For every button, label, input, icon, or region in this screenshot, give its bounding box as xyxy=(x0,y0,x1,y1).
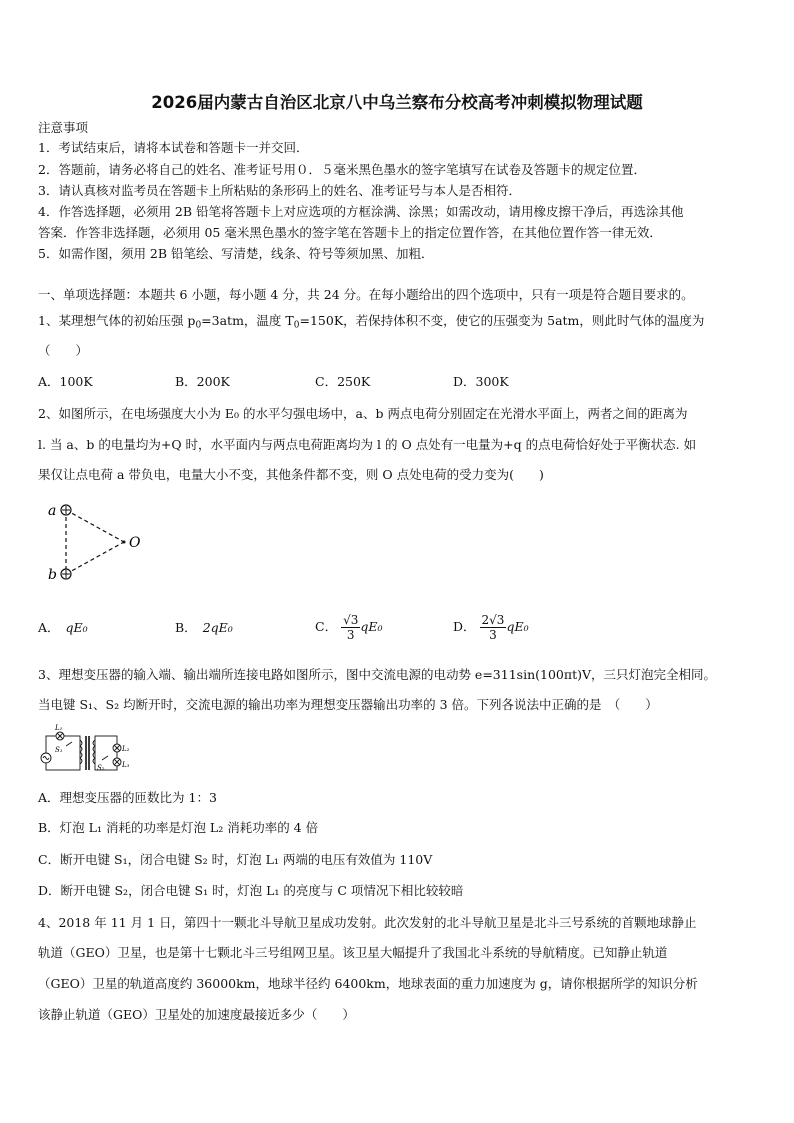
q1-text-a: 1、某理想气体的初始压强 p xyxy=(38,313,196,328)
q1-sub: 0 xyxy=(293,320,300,331)
notice-heading: 注意事项 xyxy=(38,120,89,135)
q3-option-c[interactable]: C．断开电键 S₁，闭合电键 S₂ 时，灯泡 L₁ 两端的电压有效值为 110V xyxy=(38,852,433,867)
question-2-line: 2、如图所示，在电场强度大小为 E₀ 的水平匀强电场中，a、b 两点电荷分别固定在光滑水平面上，两者之间的距离为 xyxy=(38,406,688,421)
label-b: b xyxy=(48,567,57,583)
q3-option-a[interactable]: A．理想变压器的匝数比为 1：3 xyxy=(38,790,217,805)
option-math: qE₀ xyxy=(65,620,88,635)
q2-option-b[interactable] xyxy=(175,618,233,638)
q1-text-b: =3atm，温度 T xyxy=(201,313,294,328)
question-3-line: 3、理想变压器的输入端、输出端所连接电路如图所示，图中交流电源的电动势 e=311sin(100πt)V，三只灯泡完全相同。 xyxy=(38,667,716,682)
label-o: O xyxy=(129,535,141,551)
question-4-line: （GEO）卫星的轨道高度约 36000km，地球半径约 6400km，地球表面的重力加速度为 g，请你根据所学的知识分析 xyxy=(38,976,698,991)
option-letter: A． xyxy=(38,620,60,635)
label-l3: L₃ xyxy=(122,761,130,769)
fraction-numerator: 2√3 xyxy=(481,613,505,627)
q2-option-c[interactable] xyxy=(315,608,382,646)
q3-option-b[interactable]: B．灯泡 L₁ 消耗的功率是灯泡 L₂ 消耗功率的 4 倍 xyxy=(38,820,319,835)
label-a: a xyxy=(48,503,57,519)
charge-triangle-diagram xyxy=(40,498,150,584)
q1-text-c: =150K，若保持体积不变，使它的压强变为 5atm，则此时气体的温度为 xyxy=(299,313,705,328)
question-1-paren: （ ） xyxy=(38,343,89,358)
option-letter: C． xyxy=(315,619,338,634)
label-s1: S₁ xyxy=(55,746,63,754)
notice-item: 5．如需作图，须用 2B 铅笔绘、写清楚，线条、符号等须加黑、加粗． xyxy=(38,246,434,261)
question-3-line: 当电键 S₁、S₂ 均断开时，交流电源的输出功率为理想变压器输出功率的 3 倍。下列各说法中正确的是 （ ） xyxy=(38,697,658,712)
label-l1: L₁ xyxy=(55,724,63,732)
question-4-line: 轨道（GEO）卫星，也是第十七颗北斗三号组网卫星。该卫星大幅提升了我国北斗系统的导航精度。已知静止轨道 xyxy=(38,945,668,960)
q2-option-a[interactable] xyxy=(38,618,88,638)
section-heading: 一、单项选择题：本题共 6 小题，每小题 4 分，共 24 分。在每小题给出的四个选项中，只有一项是符合题目要求的。 xyxy=(38,287,694,302)
q1-option-a[interactable]: A．100K xyxy=(38,374,93,389)
q1-sub: 0 xyxy=(195,320,202,331)
notice-item: 2．答题前，请务必将自己的姓名、准考证号用０．５毫米黑色墨水的签字笔填写在试卷及答题卡的规定位置． xyxy=(38,162,646,177)
label-s2: S₂ xyxy=(97,764,105,772)
fraction-numerator: √3 xyxy=(343,613,359,627)
option-math: qE₀ xyxy=(506,619,529,634)
question-1-text xyxy=(38,311,704,335)
q1-option-c[interactable]: C．250K xyxy=(315,374,371,389)
notice-item: 1．考试结束后，请将本试卷和答题卡一并交回． xyxy=(38,140,309,155)
question-4-line: 4、2018 年 11 月 1 日，第四十一颗北斗导航卫星成功发射。此次发射的北斗导航卫星是北斗三号系统的首颗地球静止 xyxy=(38,915,697,930)
option-math: qE₀ xyxy=(360,619,383,634)
question-4-line: 该静止轨道（GEO）卫星处的加速度最接近多少（ ） xyxy=(38,1007,355,1022)
fraction-denominator: 3 xyxy=(346,628,355,642)
fraction xyxy=(341,613,360,642)
q3-option-d[interactable]: D．断开电键 S₂，闭合电键 S₁ 时，灯泡 L₁ 的亮度与 C 项情况下相比较较暗 xyxy=(38,883,464,898)
question-2-line: 果仅让点电荷 a 带负电，电量大小不变，其他条件都不变，则 O 点处电荷的受力变为( ) xyxy=(38,467,544,482)
option-math: 2qE₀ xyxy=(202,620,233,635)
q1-option-b[interactable]: B．200K xyxy=(175,374,230,389)
option-letter: D． xyxy=(453,619,476,634)
option-letter: B． xyxy=(175,620,197,635)
page-title: 2026届内蒙古自治区北京八中乌兰察布分校高考冲刺模拟物理试题 xyxy=(151,93,643,112)
fraction xyxy=(480,613,507,642)
question-2-line: l. 当 a、b 的电量均为+Q 时，水平面内与两点电荷距离均为 l 的 O 点处有一电量为+q 的点电荷恰好处于平衡状态. 如 xyxy=(38,437,697,452)
q2-option-d[interactable] xyxy=(453,608,529,646)
notice-item: 答案．作答非选择题，必须用 05 毫米黑色墨水的签字笔在答题卡上的指定位置作答，在其他位置作答一律无效． xyxy=(38,225,662,240)
fraction-denominator: 3 xyxy=(489,628,497,642)
notice-item: 3．请认真核对监考员在答题卡上所粘贴的条形码上的姓名、准考证号与本人是否相符． xyxy=(38,183,521,198)
notice-item: 4．作答选择题，必须用 2B 铅笔将答题卡上对应选项的方框涂满、涂黑；如需改动，请用橡皮擦干净后，再选涂其他 xyxy=(38,204,684,219)
transformer-circuit-diagram xyxy=(38,722,134,780)
point-o xyxy=(123,541,126,544)
q1-option-d[interactable]: D．300K xyxy=(453,374,509,389)
label-l2: L₂ xyxy=(122,745,130,753)
